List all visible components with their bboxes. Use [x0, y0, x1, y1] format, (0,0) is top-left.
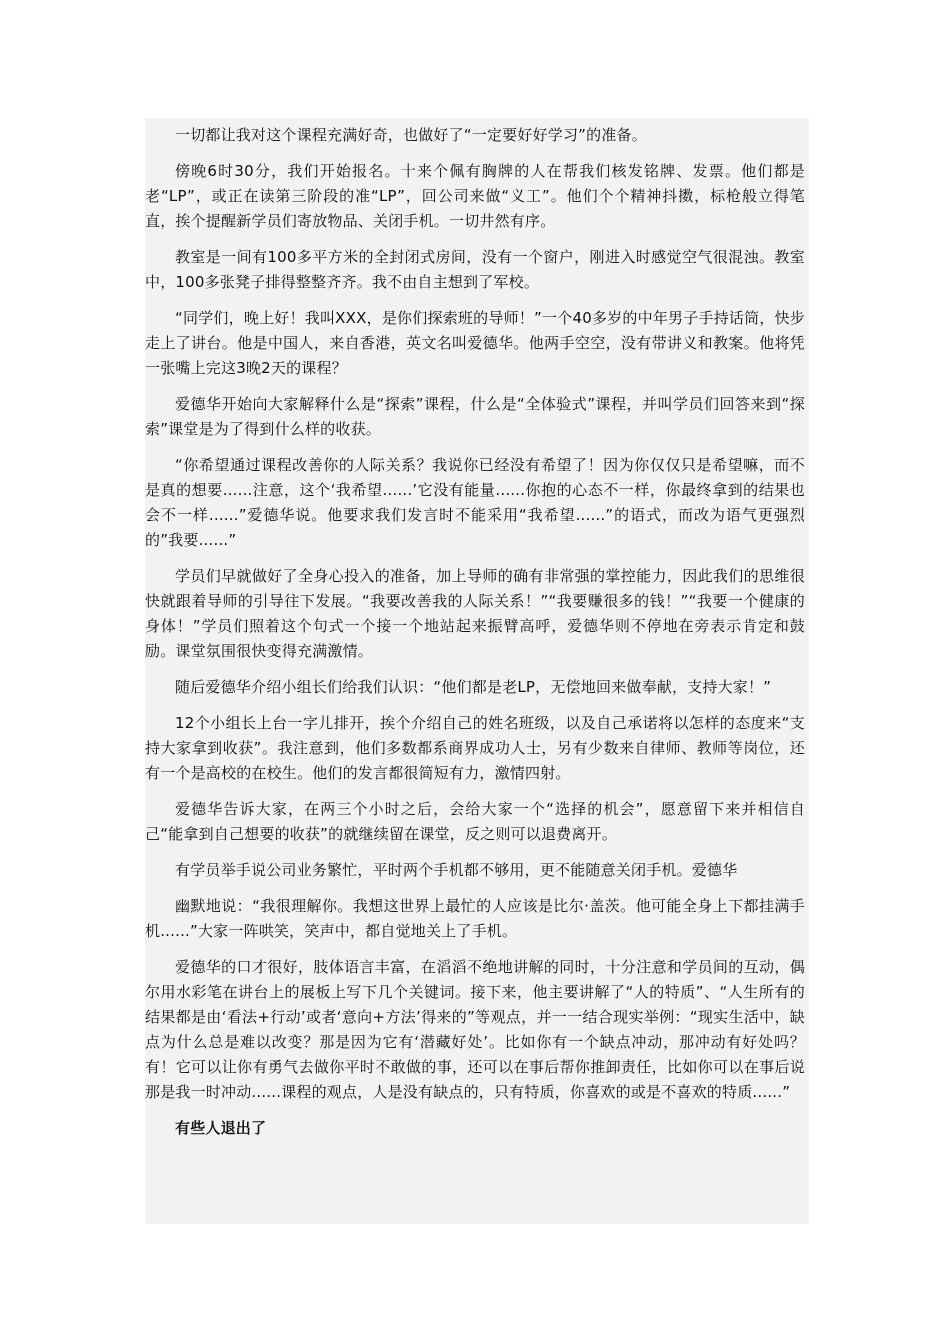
paragraph: 教室是一间有100多平方米的全封闭式房间，没有一个窗户，刚进入时感觉空气很混浊。教室中，100多张凳子排得整整齐齐。我不由自主想到了军校。: [145, 248, 805, 291]
paragraph: 一切都让我对这个课程充满好奇，也做好了“一定要好好学习”的准备。: [175, 126, 647, 144]
paragraph: 爱德华开始向大家解释什么是“探索”课程，什么是“全体验式”课程，并叫学员们回答来到“探索”课堂是为了得到什么样的收获。: [145, 395, 805, 438]
paragraph: “同学们，晚上好！我叫XXX，是你们探索班的导师！”一个40多岁的中年男子手持话筒，快步走上了讲台。他是中国人，来自香港，英文名叫爱德华。他两手空空，没有带讲义和教案。他将凭一张嘴上完这3晚2天的课程？: [145, 309, 805, 377]
paragraph: 有学员举手说公司业务繁忙，平时两个手机都不够用，更不能随意关闭手机。爱德华: [175, 861, 738, 879]
paragraph: 随后爱德华介绍小组长们给我们认识：“他们都是老LP，无偿地回来做奉献，支持大家！”: [175, 678, 772, 696]
paragraph: 爱德华的口才很好，肢体语言丰富，在滔滔不绝地讲解的同时，十分注意和学员间的互动，偶尔用水彩笔在讲台上的展板上写下几个关键词。接下来，他主要讲解了“人的特质”、“人生所有的结果都是由‘看法+行动’或者‘意向+方法’得来的”等观点，并一一结合现实举例：“现实生活中，缺点为什么总是难以改变？那是因为它有‘潜藏好处’。比如你有一个缺点冲动，那冲动有好处吗？有！它可以让你有勇气去做你平时不敢做的事，还可以在事后帮你推卸责任，比如你可以在事后说那是我一时冲动......课程的观点，人是没有缺点的，只有特质，你喜欢的或是不喜欢的特质......”: [145, 958, 805, 1101]
paragraph: 12个小组长上台一字儿排开，挨个介绍自己的姓名班级，以及自己承诺将以怎样的态度来“支持大家拿到收获”。我注意到，他们多数都系商界成功人士，另有少数来自律师、教师等岗位，还有一个是高校的在校生。他们的发言都很简短有力，激情四射。: [145, 714, 805, 782]
document-body: [145, 123, 805, 1152]
paragraph: 幽默地说：“我很理解你。我想这世界上最忙的人应该是比尔·盖茨。他可能全身上下都挂满手机......”大家一阵哄笑，笑声中，都自觉地关上了手机。: [145, 897, 805, 940]
paragraph: 爱德华告诉大家，在两三个小时之后，会给大家一个“选择的机会”，愿意留下来并相信自己“能拿到自己想要的收获”的就继续留在课堂，反之则可以退费离开。: [145, 800, 805, 843]
section-heading: 有些人退出了: [175, 1119, 267, 1137]
paragraph: 傍晚6时30分，我们开始报名。十来个佩有胸牌的人在帮我们核发铭牌、发票。他们都是老“LP”，或正在读第三阶段的准“LP”，回公司来做“义工”。他们个个精神抖擞，标枪般立得笔直，挨个提醒新学员们寄放物品、关闭手机。一切井然有序。: [145, 162, 805, 230]
paragraph: 学员们早就做好了全身心投入的准备，加上导师的确有非常强的掌控能力，因此我们的思维很快就跟着导师的引导往下发展。“我要改善我的人际关系！”“我要赚很多的钱！”“我要一个健康的身体！”学员们照着这个句式一个接一个地站起来振臂高呼，爱德华则不停地在旁表示肯定和鼓励。课堂氛围很快变得充满激情。: [145, 567, 805, 660]
paragraph: “你希望通过课程改善你的人际关系？我说你已经没有希望了！因为你仅仅只是希望嘛，而不是真的想要......注意，这个‘我希望......’它没有能量......你抱的心态不一样，你最终拿到的结果也会不一样......”爱德华说。他要求我们发言时不能采用“我希望......”的语式，而改为语气更强烈的”我要......”: [145, 456, 805, 549]
